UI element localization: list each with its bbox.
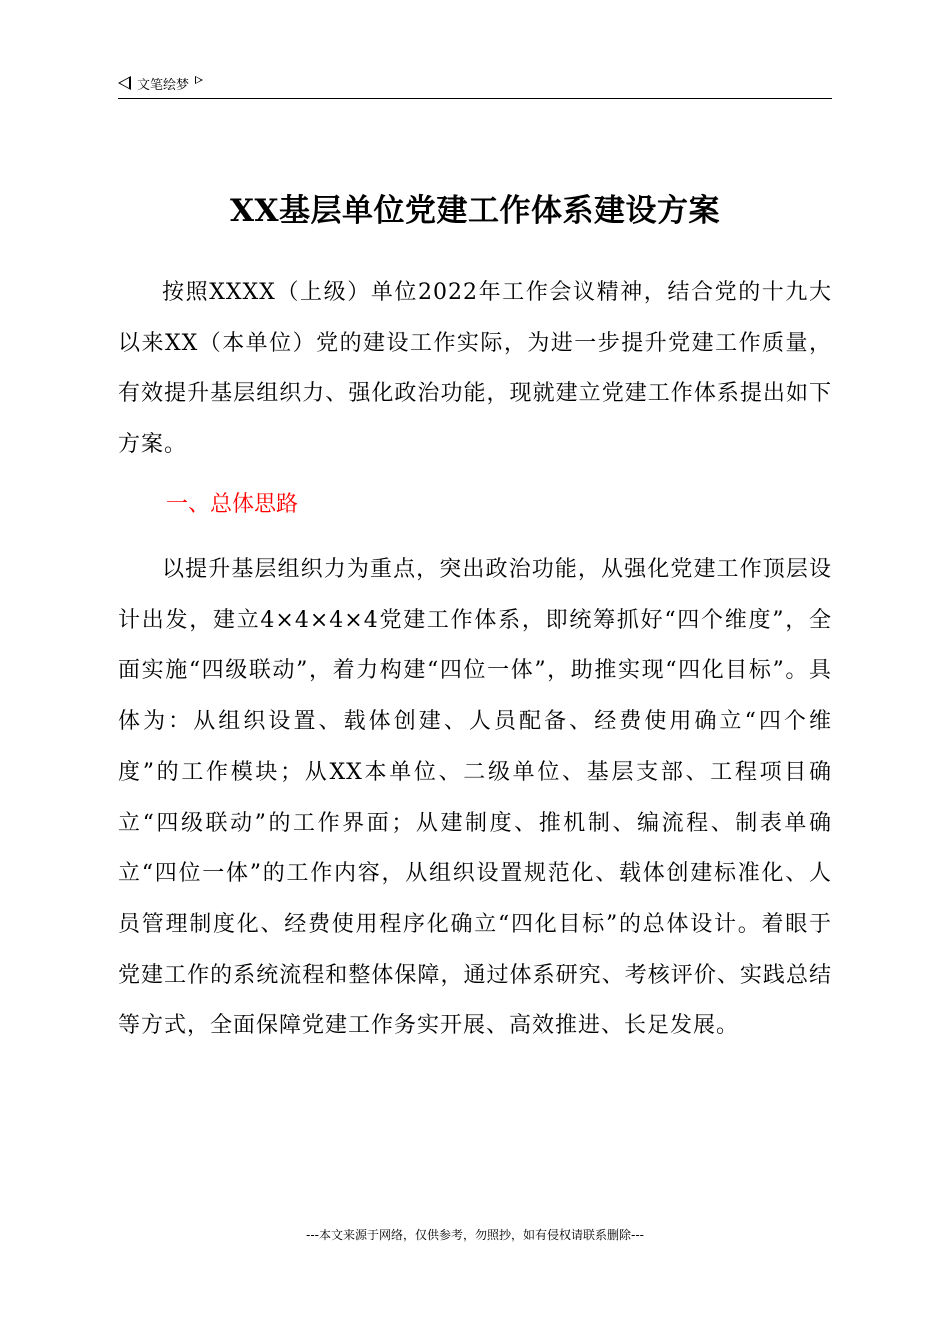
document-title: XX基层单位党建工作体系建设方案 <box>229 193 721 229</box>
footer-notice: ---本文来源于网络，仅供参考，勿照抄，如有侵权请联系删除--- <box>306 1228 644 1242</box>
brand-label: 文笔绘梦 <box>137 77 190 93</box>
triangle-left-icon <box>118 76 131 90</box>
section-body-paragraph: 以提升基层组织力为重点，突出政治功能，从强化党建工作顶层设计出发，建立4×4×4×4党建工作体系，即统筹抓好“四个维度”，全面实施“四级联动”，着力构建“四位一体”，助推实现“四化目标”。具体为：从组织设置、载体创建、人员配备、经费使用确立“四个维度”的工作模块；从XX本单位、二级单位、基层支部、工程项目确立“四级联动”的工作界面；从建制度、推机制、编流程、制表单确立“四位一体”的工作内容，从组织设置规范化、载体创建标准化、人员管理制度化、经费使用程序化确立“四化目标”的总体设计。着眼于党建工作的系统流程和整体保障，通过体系研究、考核评价、实践总结等方式，全面保障党建工作务实开展、高效推进、长足发展。 <box>118 557 832 1039</box>
page-header <box>118 72 832 99</box>
triangle-right-icon <box>195 76 203 84</box>
header-brand <box>118 74 203 93</box>
intro-paragraph: 按照XXXX（上级）单位2022年工作会议精神，结合党的十九大以来XX（本单位）党的建设工作实际，为进一步提升党建工作质量，有效提升基层组织力、强化政治功能，现就建立党建工作体系提出如下方案。 <box>118 280 832 458</box>
section-heading-overall-approach: 一、总体思路 <box>166 492 299 517</box>
